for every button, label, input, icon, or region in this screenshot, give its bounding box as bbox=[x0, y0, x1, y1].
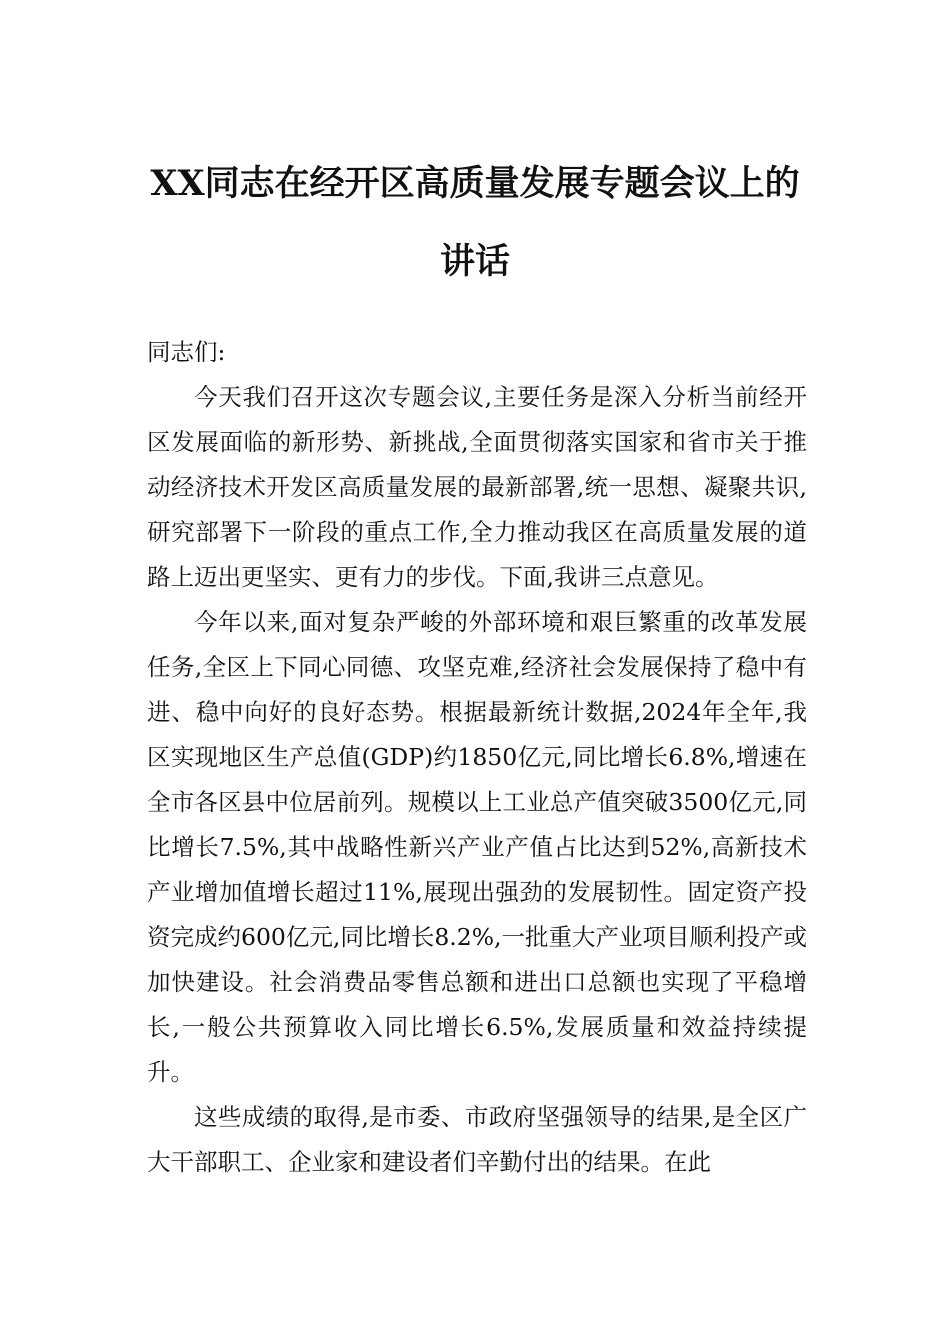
paragraph-acknowledgement: 这些成绩的取得,是市委、市政府坚强领导的结果,是全区广大干部职工、企业家和建设者们辛勤付出的结果。在此 bbox=[147, 1103, 807, 1176]
paragraph-opening: 今天我们召开这次专题会议,主要任务是深入分析当前经开区发展面临的新形势、新挑战,全面贯彻落实国家和省市关于推动经济技术开发区高质量发展的最新部署,统一思想、凝聚共识,研究部署下一阶段的重点工作,全力推动我区在高质量发展的道路上迈出更坚实、更有力的步伐。下面,我讲三点意见。 bbox=[147, 383, 807, 591]
document-body bbox=[147, 330, 807, 1185]
title-line-2: 讲话 bbox=[439, 241, 510, 282]
salutation: 同志们: bbox=[147, 338, 226, 366]
title-line-1: XX同志在经开区高质量发展专题会议上的 bbox=[150, 163, 800, 204]
paragraph-achievements: 今年以来,面对复杂严峻的外部环境和艰巨繁重的改革发展任务,全区上下同心同德、攻坚克难,经济社会发展保持了稳中有进、稳中向好的良好态势。根据最新统计数据,2024年全年,我区实现地区生产总值(GDP)约1850亿元,同比增长6.8%,增速在全市各区县中位居前列。规模以上工业总产值突破3500亿元,同比增长7.5%,其中战略性新兴产业产值占比达到52%,高新技术产业增加值增长超过11%,展现出强劲的发展韧性。固定资产投资完成约600亿元,同比增长8.2%,一批重大产业项目顺利投产或加快建设。社会消费品零售总额和进出口总额也实现了平稳增长,一般公共预算收入同比增长6.5%,发展质量和效益持续提升。 bbox=[147, 608, 807, 1086]
document-title bbox=[130, 160, 820, 286]
